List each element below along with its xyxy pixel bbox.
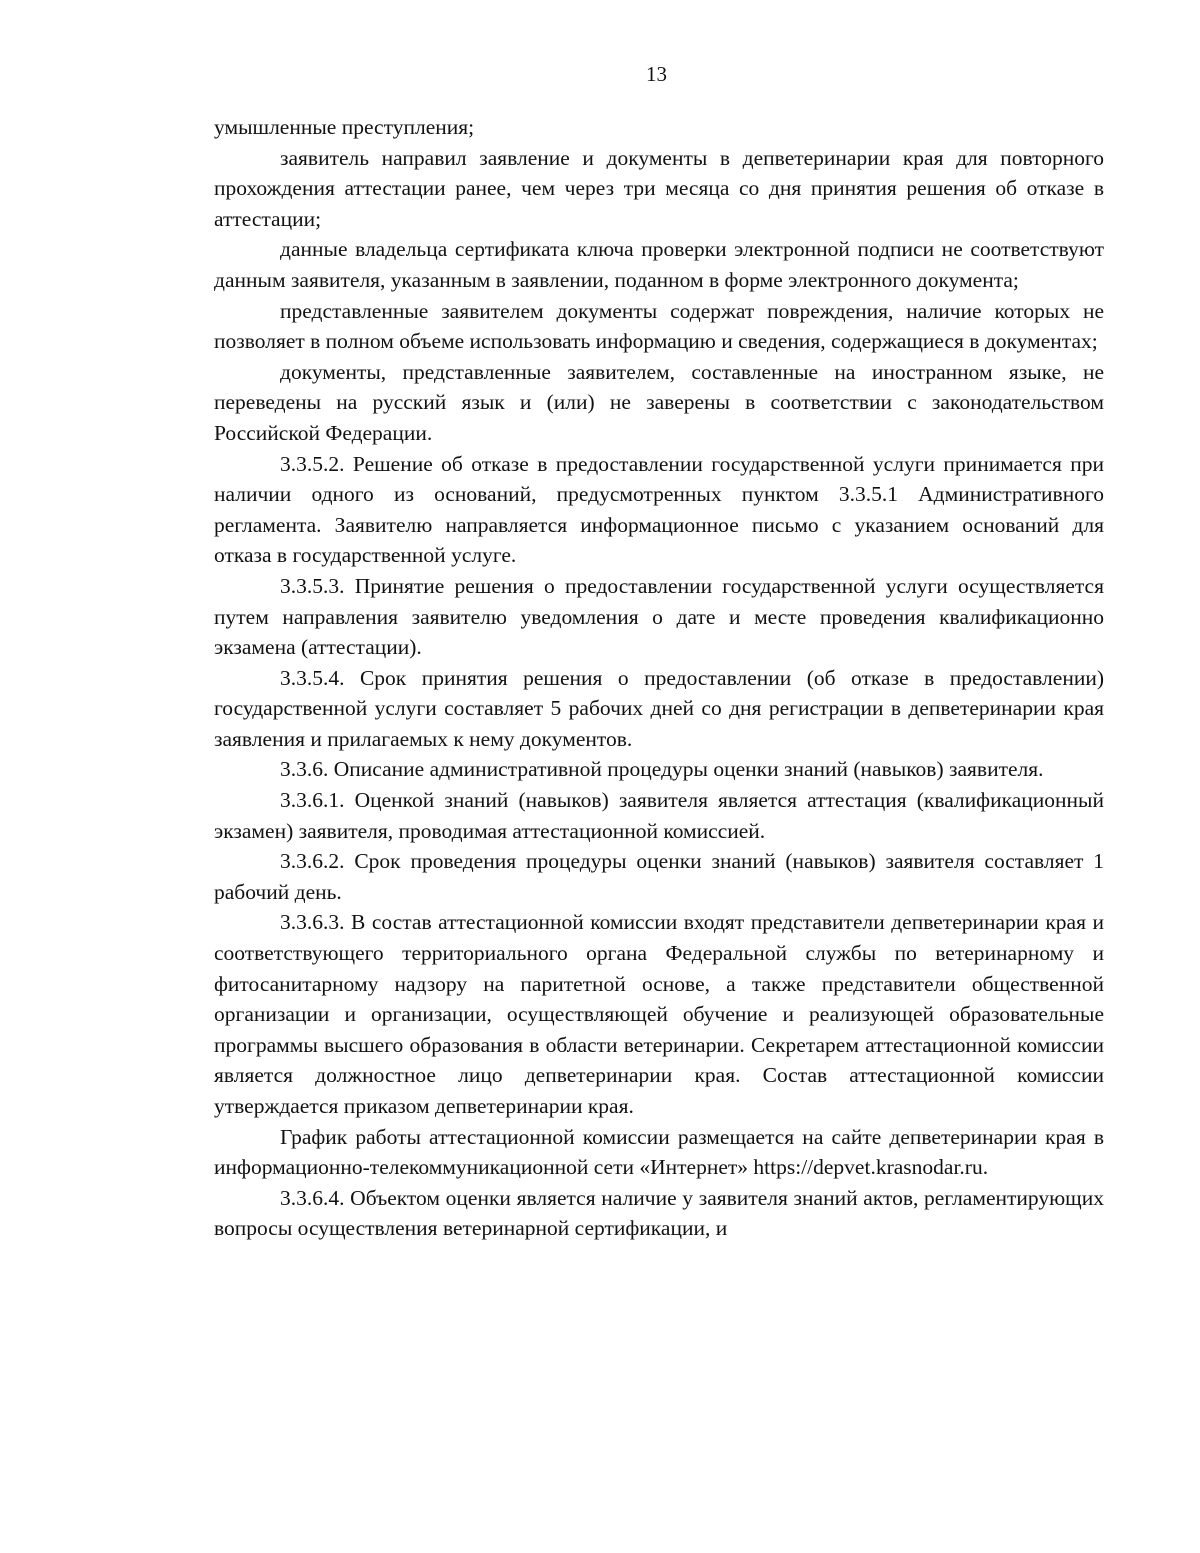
paragraph: 3.3.6.2. Срок проведения процедуры оценки знаний (навыков) заявителя составляет 1 рабочий день.: [214, 849, 1104, 904]
paragraph: 3.3.5.3. Принятие решения о предоставлении государственной услуги осуществляется путем направления заявителю уведомления о дате и месте проведения квалификационно экзамена (аттестации).: [214, 573, 1104, 660]
paragraph: данные владельца сертификата ключа проверки электронной подписи не соответствуют данным заявителя, указанным в заявлении, поданном в форме электронного документа;: [214, 237, 1104, 292]
paragraph: заявитель направил заявление и документы в депветеринарии края для повторного прохождения аттестации ранее, чем через три месяца со дня принятия решения об отказе в аттестации;: [214, 145, 1104, 231]
page-number: 13: [646, 62, 667, 86]
paragraph: 3.3.6. Описание административной процедуры оценки знаний (навыков) заявителя.: [280, 757, 1044, 782]
paragraph: График работы аттестационной комиссии размещается на сайте депветеринарии края в информационно-телекоммуникационной сети «Интернет» https://depvet.krasnodar.ru.: [214, 1124, 1104, 1180]
paragraph: умышленные преступления;: [214, 115, 475, 139]
paragraph: 3.3.6.4. Объектом оценки является наличие у заявителя знаний актов, регламентирующих вопросы осуществления ветеринарной сертификации, и: [214, 1185, 1104, 1241]
paragraph: 3.3.5.4. Срок принятия решения о предоставлении (об отказе в предоставлении) государственной услуги составляет 5 рабочих дней со дня регистрации в депветеринарии края заявления и прилагаемых к нему документов.: [214, 665, 1104, 751]
body-text: [214, 112, 1104, 1244]
paragraph: представленные заявителем документы содержат повреждения, наличие которых не позволяет в полном объеме использовать информацию и сведения, содержащиеся в документах;: [214, 298, 1104, 354]
paragraph: документы, представленные заявителем, составленные на иностранном языке, не переведены на русский язык и (или) не заверены в соответствии с законодательством Российской Федерации.: [214, 359, 1104, 445]
paragraph: 3.3.6.3. В состав аттестационной комиссии входят представители депветеринарии края и соответствующего территориального органа Федеральной службы по ветеринарному и фитосанитарному надзору на паритетной основе, а также представители общественной организации и организации, осуществляющей обучение и реализующей образовательные программы высшего образования в области ветеринарии. Секретарем аттестационной комиссии является должностное лицо депветеринарии края. Состав аттестационной комиссии утверждается приказом депветеринарии края.: [214, 910, 1104, 1118]
paragraph: 3.3.5.2. Решение об отказе в предоставлении государственной услуги принимается при наличии одного из оснований, предусмотренных пунктом 3.3.5.1 Административного регламента. Заявителю направляется информационное письмо с указанием оснований для отказа в государственной услуге.: [214, 451, 1104, 568]
paragraph: 3.3.6.1. Оценкой знаний (навыков) заявителя является аттестация (квалификационный экзамен) заявителя, проводимая аттестационной комиссией.: [214, 788, 1104, 843]
